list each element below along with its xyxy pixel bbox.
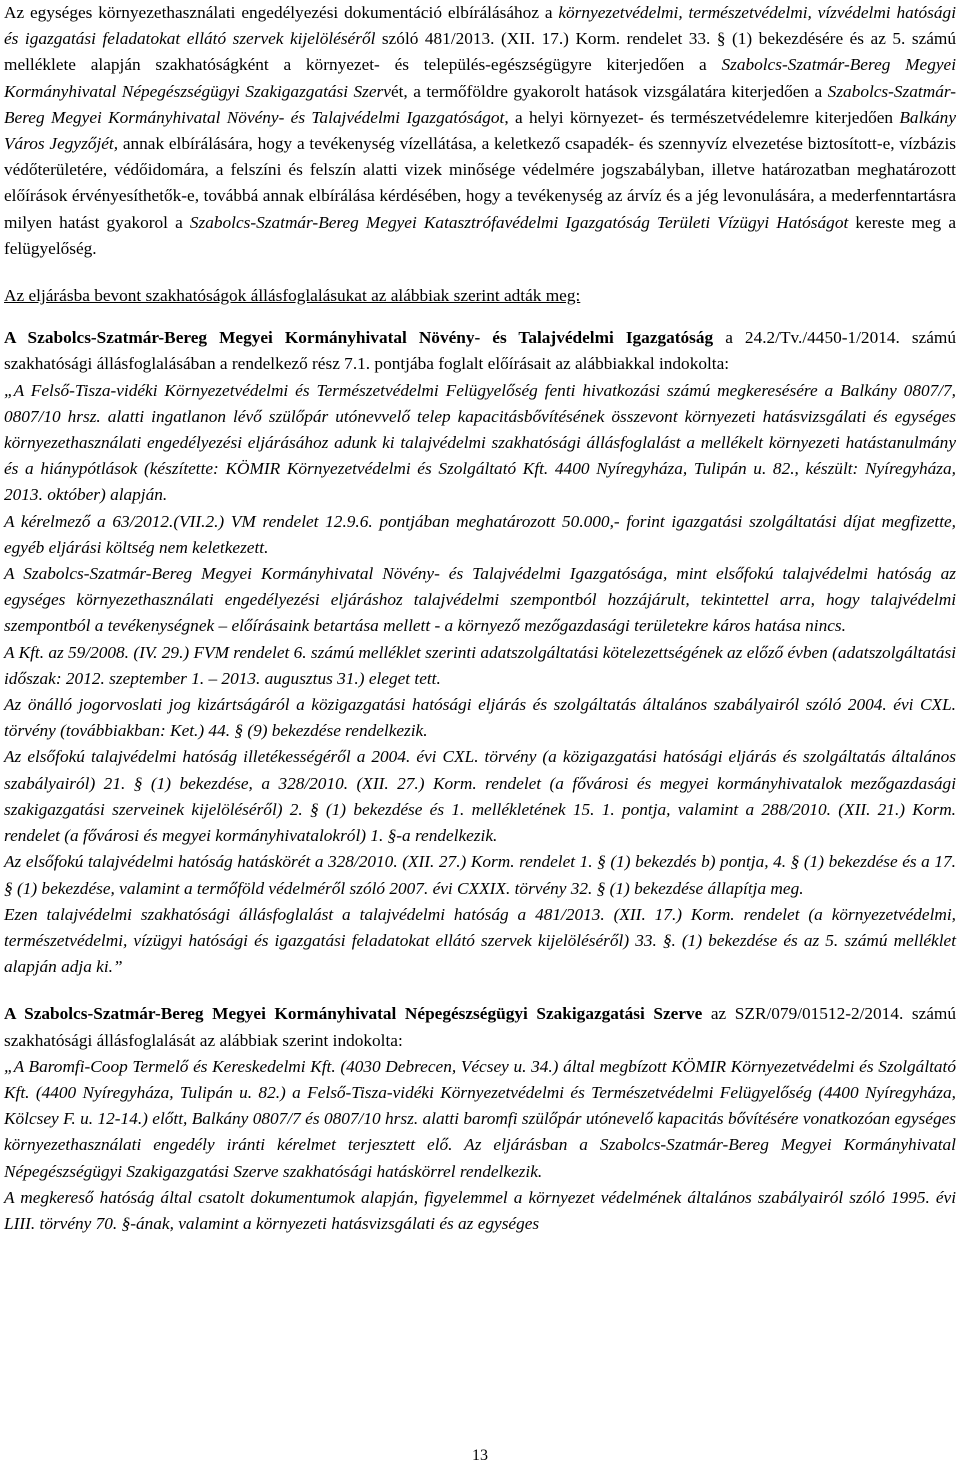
block1-authority-name: A Szabolcs-Szatmár-Bereg Megyei Kormányhivatal Növény- és Talajvédelmi Igazgatóság [4, 328, 714, 348]
intro-authority-notary: Balkány Város Jegyzőjét, [4, 107, 956, 154]
intro-authority-plant-soil: Szabolcs-Szatmár-Bereg Megyei Kormányhivatal Növény- és Talajvédelmi Igazgatóságot [4, 81, 956, 127]
block1-paragraph-6: Az elsőfokú talajvédelmi hatóság illetékességéről a 2004. évi CXL. törvény (a közigazgatási hatósági eljárás és szolgáltatás általános szabályairól) 21. § (1) bekezdése, a 328/2010. (XII. 27.) Korm. rendelet (a fővárosi és megyei kormányhivatalok mezőgazdasági szakigazgatási szerveinek kijelöléséről) 2. § (1) bekezdése és 1. mellékletének 15. 1. pontja, valamint a 288/2010. (XII. 21.) Korm. rendelet (a fővárosi és megyei kormányhivatalokról) 1. §-a rendelkezik. [4, 747, 956, 846]
intro-paragraph [4, 0, 956, 262]
block1-paragraph-7: Az elsőfokú talajvédelmi hatóság hatáskörét a 328/2010. (XII. 27.) Korm. rendelet 1. § (1) bekezdés b) pontja, 4. § (1) bekezdése és a 17. § (1) bekezdése, valamint a termőföld védelméről szóló 2007. évi CXXIX. törvény 32. § (1) bekezdése állapítja meg. [4, 852, 956, 898]
intro-text-3: ét, a termőföldre gyakorolt hatások vizsgálatára kiterjedően a [390, 81, 828, 101]
block1-paragraph-8: Ezen talajvédelmi szakhatósági állásfoglalást a talajvédelmi hatóság a 481/2013. (XII. 17.) Korm. rendelet (a környezetvédelmi, természetvédelmi, vízügyi hatósági és igazgatási feladatokat ellátó szervek kijelöléséről) 33. §. (1) bekezdése és az 5. számú melléklet alapján adja ki.” [4, 904, 956, 977]
block1-paragraph-1: „A Felső-Tisza-vidéki Környezetvédelmi és Természetvédelmi Felügyelőség fenti hivatkozási számú megkeresésére a Balkány 0807/7, 0807/10 hrsz. alatti ingatlanon lévő szülőpár utónevvelő telep kapacitásbővítésének összevont környezeti hatásvizsgálati és egységes környezethasználati engedélyezési eljárásához adunk ki talajvédelmi szakhatósági állásfoglalást a mellékelt környezeti hatástanulmány és a hiánypótlások (készítette: KÖMIR Környezetvédelmi és Szolgáltató Kft. 4400 Nyíregyháza, Tulipán u. 82., készült: Nyíregyháza, 2013. október) alapján. [4, 380, 956, 505]
block2-intro [4, 1001, 956, 1053]
intro-authority-public-health: Szabolcs-Szatmár-Bereg Megyei Kormányhivatal Népegészségügyi Szakigazgatási Szerv [4, 55, 957, 101]
intro-text-4: , a helyi környezet- és természetvédelemre kiterjedően [504, 107, 900, 127]
block1-paragraph-3: A Szabolcs-Szatmár-Bereg Megyei Kormányhivatal Növény- és Talajvédelmi Igazgatósága, mint elsőfokú talajvédelmi hatóság az egységes környezethasználati engedélyezési eljáráshoz talajvédelmi szempontból hozzájárult, tekintettel arra, hogy talajvédelmi szempontból a tevékenységnek – előírásaink betartása mellett - a környező mezőgazdasági területekre káros hatása nincs. [4, 564, 956, 636]
block1-intro [4, 325, 956, 377]
block2-intro-text: az SZR/079/01512-2/2014. számú szakhatósági állásfoglalását az alábbiak szerint indokolta: [4, 1004, 956, 1050]
block1-paragraph-2: A kérelmező a 63/2012.(VII.2.) VM rendelet 12.9.6. pontjában meghatározott 50.000,- forint igazgatási szolgáltatási díjat megfizette, egyéb eljárási költség nem keletkezett. [4, 511, 956, 557]
block2-paragraph-1: „A Baromfi-Coop Termelő és Kereskedelmi Kft. (4030 Debrecen, Vécsey u. 34.) által megbízott KÖMIR Környezetvédelmi és Szolgáltató Kft. (4400 Nyíregyháza, Tulipán u. 82.) a Felső-Tisza-vidéki Környezetvédelmi és Természetvédelmi Felügyelőség (4400 Nyíregyháza, Kölcsey F. u. 12-14.) előtt, Balkány 0807/7 és 0807/10 hrsz. alatti baromfi szülőpár utónevelő kapacitás bővítésére vonatkozóan egységes környezethasználati engedély iránti kérelmet terjesztett elő. Az eljárásban a Szabolcs-Szatmár-Bereg Megyei Kormányhivatal Népegészségügyi Szakigazgatási Szerve szakhatósági hatáskörrel rendelkezik. [4, 1056, 956, 1181]
page-number: 13 [472, 1447, 488, 1464]
intro-text-1: Az egységes környezethasználati engedélyezési dokumentáció elbírálásához a [4, 3, 559, 22]
block1-paragraph-4: A Kft. az 59/2008. (IV. 29.) FVM rendelet 6. számú melléklet szerinti adatszolgáltatási kötelezettségének az előző évben (adatszolgáltatási időszak: 2012. szeptember 1. – 2013. augusztus 31.) eleget tett. [4, 642, 956, 688]
intro-text-6: kereste meg a felügyelőség. [4, 212, 956, 258]
block1-intro-text: a 24.2/Tv./4450-1/2014. számú szakhatósági állásfoglalásában a rendelkező rész 7.1. pontjába foglalt előírásait az alábbiakkal indokolta: [4, 328, 956, 374]
intro-decree-title: környezetvédelmi, természetvédelmi, vízvédelmi hatósági és igazgatási feladatokat ellátó szervek kijelöléséről [4, 3, 956, 49]
section-heading: Az eljárásba bevont szakhatóságok állásfoglalásukat az alábbiak szerint adták meg: [4, 286, 581, 306]
intro-text-5: annak elbírálására, hogy a tevékenység vízellátása, a keletkező csapadék- és szennyvíz elvezetése biztosított-e, vízbázis védőterületére, védőidomára, a felszíni és felszín alatti vizek minősége védelmére jogszabályban, illetve határozatban meghatározott előírások érvényesíthetők-e, továbbá annak elbírálása kérdésében, hogy a tevékenység az árvíz és a jég levonulására, a mederfenntartásra milyen hatást gyakorol a [4, 134, 956, 232]
document-page [4, 0, 956, 1237]
block2-paragraph-2: A megkereső hatóság által csatolt dokumentumok alapján, figyelemmel a környezet védelmének általános szabályairól szóló 1995. évi LIII. törvény 70. §-ának, valamint a környezeti hatásvizsgálati és az egységes [4, 1187, 956, 1233]
intro-text-2: szóló 481/2013. (XII. 17.) Korm. rendelet 33. § (1) bekezdésére és az 5. számú melléklete alapján szakhatóságként a környezet- és település-egészségügyre kiterjedően a [4, 29, 956, 75]
block1-paragraph-5: Az önálló jogorvoslati jog kizártságáról a közigazgatási hatósági eljárás és szolgáltatás általános szabályairól szóló 2004. évi CXL. törvény (továbbiakban: Ket.) 44. § (9) bekezdése rendelkezik. [4, 695, 956, 741]
block2-authority-name: A Szabolcs-Szatmár-Bereg Megyei Kormányhivatal Népegészségügyi Szakigazgatási Szerve [4, 1004, 703, 1024]
intro-authority-water: Szabolcs-Szatmár-Bereg Megyei Katasztrófavédelmi Igazgatóság Területi Vízügyi Hatóságot [189, 212, 849, 232]
